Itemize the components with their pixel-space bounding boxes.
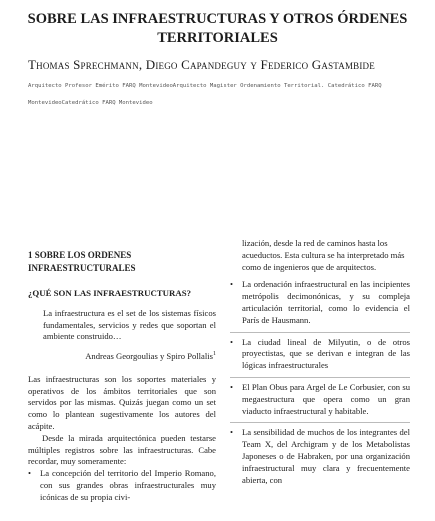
list-item: • La sensibilidad de muchos de los integrantes del Team X, del Archigram y de los Metabolistas Japoneses o de Habraken, por una organización infraestructural muy clara y frecuentemente abierta, con (230, 427, 410, 491)
bullet-list-right (230, 279, 410, 491)
affiliation-line-1: Arquitecto Profesor Emérito FARQ MontevideoArquitecto Magister Ordenamiento Territorial. Catedrático FARQ (28, 82, 382, 89)
paragraph-1: Las infraestructuras son los soportes materiales y operativos de los ámbitos territoriales que son servidos por las mismas. Quizás juegan como un set como lo plantean sugestivamente los autores del acápite. (28, 373, 216, 432)
paragraph-2: Desde la mirada arquitectónica pueden testarse múltiples registros sobre las infraestructuras. Cabe recordar, muy someramente: (28, 432, 216, 467)
left-column (28, 238, 216, 504)
section-heading: 1 SOBRE LOS ORDENES INFRAESTRUCTURALES (28, 250, 136, 273)
right-column (230, 238, 410, 495)
epigraph-quote: La infraestructura es el set de los sistemas físicos fundamentales, servicios y redes que soportan el ambiente construido… (43, 307, 216, 342)
list-item: • La ciudad lineal de Milyutin, o de otros proyectistas, que se derivan e integran de las lógicas infraestructurales (230, 337, 410, 378)
authors: Thomas Sprechmann, Diego Capandeguy y Federico Gastambide (28, 57, 375, 72)
title-line-2: TERRITORIALES (157, 30, 278, 46)
continued-text: lización, desde la red de caminos hasta los acueductos. Esta cultura se ha interpretado más como de ingenieros que de arquitectos. (242, 238, 405, 272)
list-item: • La ordenación infraestructural en las incipientes metrópolis decimonónicas, y su compleja articulación territorial, como lo evidencia el París de Hausmann. (230, 279, 410, 332)
epigraph-source (28, 349, 216, 363)
subheading: ¿QUÉ SON LAS INFRAESTRUCTURAS? (28, 288, 192, 298)
title-line-1: SOBRE LAS INFRAESTRUCTURAS Y OTROS ÓRDENES (27, 11, 408, 27)
epigraph-author: Andreas Georgoulias y Spiro Pollalis (85, 351, 213, 362)
affiliation-line-2: MontevideoCatedrático FARQ Montevideo (28, 99, 153, 106)
list-item: • La concepción del territorio del Imperio Romano, con sus grandes obras infraestructurales muy icónicas de su propia civi- (28, 468, 216, 503)
article-title (0, 10, 435, 48)
list-item: • El Plan Obus para Argel de Le Corbusier, con su megaestructura que opera como un gran viaducto infraestructural y habitable. (230, 382, 410, 423)
bullet-list-left (28, 468, 216, 503)
affiliations (28, 73, 426, 116)
footnote-ref: 1 (213, 351, 216, 358)
